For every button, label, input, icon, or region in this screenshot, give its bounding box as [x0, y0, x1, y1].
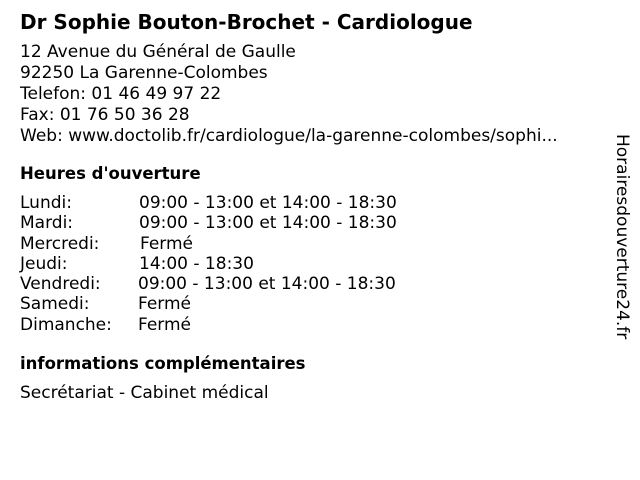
day-hours: 09:00 - 13:00 et 14:00 - 18:30: [139, 193, 397, 213]
day-hours: Fermé: [138, 314, 192, 335]
site-watermark: Horairesdouverture24.fr: [612, 134, 632, 340]
day-hours: Fermé: [140, 233, 194, 254]
day-hours: Fermé: [138, 294, 192, 315]
day-label: Samedi:: [20, 294, 90, 315]
business-title: Dr Sophie Bouton-Brochet - Cardiologue: [20, 10, 473, 34]
website-link[interactable]: Web: www.doctolib.fr/cardiologue/la-garenne-colombes/sophi...: [20, 126, 558, 146]
additional-info-text: Secrétariat - Cabinet médical: [20, 383, 269, 403]
additional-info-heading: informations complémentaires: [20, 354, 306, 373]
day-label: Mardi:: [20, 213, 74, 234]
day-hours: 09:00 - 13:00 et 14:00 - 18:30: [139, 213, 397, 234]
address-city: 92250 La Garenne-Colombes: [20, 63, 268, 83]
day-label: Dimanche:: [20, 314, 112, 335]
day-label: Jeudi:: [20, 253, 68, 274]
fax-number: Fax: 01 76 50 36 28: [20, 105, 190, 125]
address-street: 12 Avenue du Général de Gaulle: [20, 42, 296, 62]
opening-hours-heading: Heures d'ouverture: [20, 164, 201, 183]
day-label: Mercredi:: [20, 233, 100, 254]
contact-block: [20, 42, 558, 147]
day-label: Vendredi:: [20, 274, 101, 295]
phone-number: Telefon: 01 46 49 97 22: [20, 84, 222, 104]
day-label: Lundi:: [20, 193, 72, 213]
day-hours: 09:00 - 13:00 et 14:00 - 18:30: [138, 274, 396, 295]
day-hours: 14:00 - 18:30: [139, 253, 254, 274]
